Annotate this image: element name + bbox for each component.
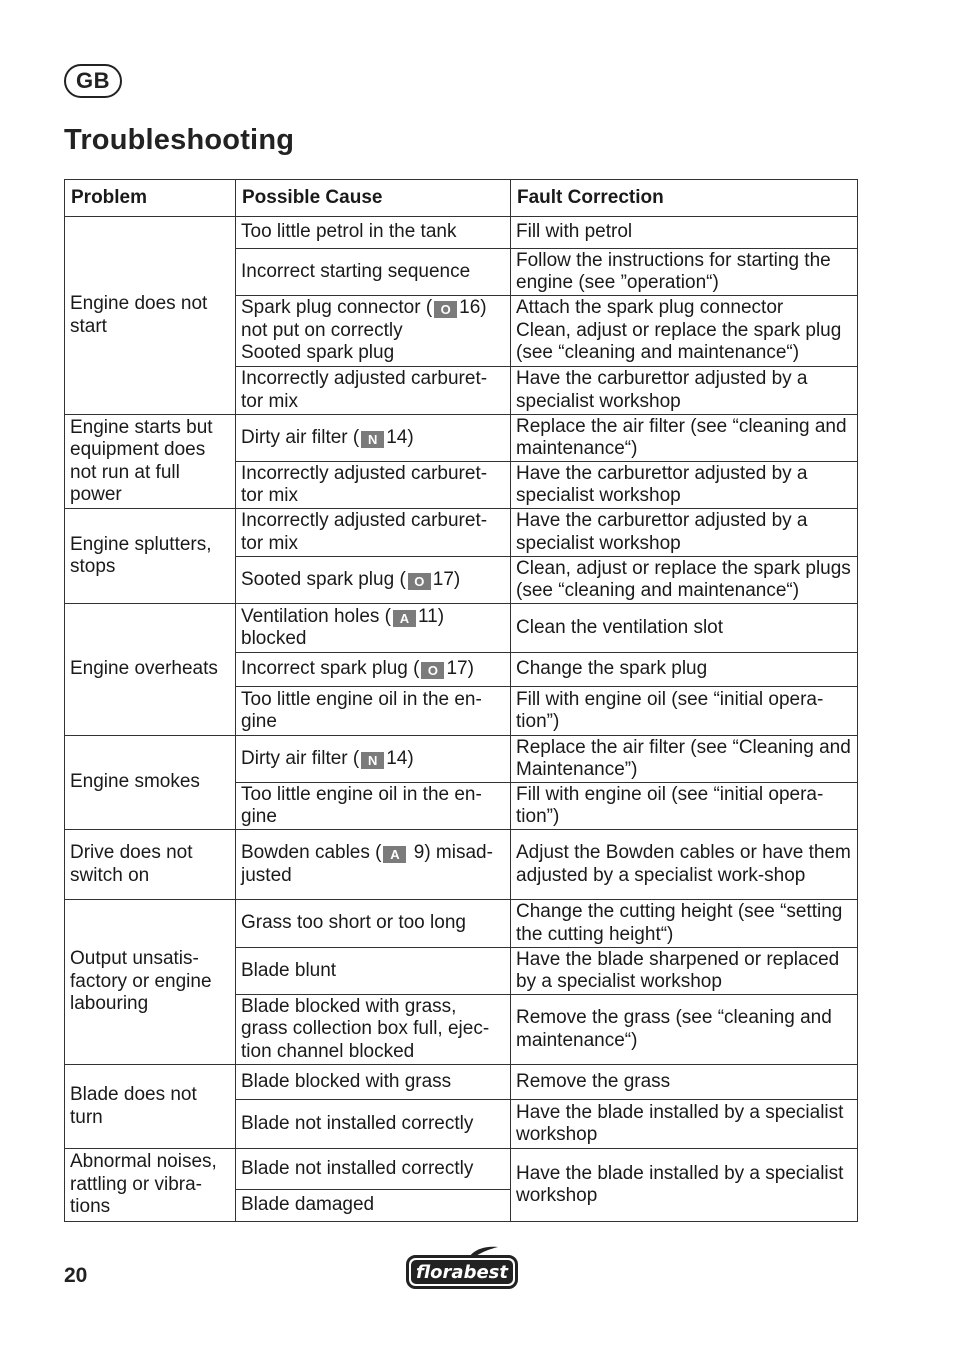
cause-cell: Incorrect starting sequence	[236, 249, 511, 296]
cause-text: Sooted spark plug (	[241, 568, 406, 590]
cause-text: 11) blocked	[241, 605, 445, 649]
logo-leaf-icon	[470, 1247, 498, 1256]
cause-cell	[236, 736, 511, 783]
logo-wordmark: florabest	[416, 1262, 508, 1283]
problem-cell: Output unsatis-factory or engine labouring	[65, 900, 236, 1065]
table-row	[65, 830, 858, 900]
correction-cell: Have the blade installed by a specialist workshop	[511, 1100, 858, 1149]
figure-ref-badge: A	[383, 846, 406, 863]
cause-text: 16) not put on correctly	[241, 297, 487, 341]
table-row	[65, 1065, 858, 1100]
correction-cell: Remove the grass (see “cleaning and maintenance“)	[511, 995, 858, 1065]
cause-cell: Too little engine oil in the en-gine	[236, 783, 511, 830]
florabest-logo	[406, 1246, 518, 1290]
cause-cell: Grass too short or too long	[236, 900, 511, 948]
problem-cell: Drive does not switch on	[65, 830, 236, 900]
cause-text: Dirty air filter (	[241, 426, 360, 448]
correction-cell: Follow the instructions for starting the engine (see ”operation“)	[511, 249, 858, 296]
problem-cell: Abnormal noises, rattling or vibra-tions	[65, 1149, 236, 1222]
cause-text: Bowden cables (	[241, 842, 382, 863]
correction-cell: Clean, adjust or replace the spark plugs (see “cleaning and maintenance“)	[511, 557, 858, 604]
column-header-correction: Fault Correction	[511, 180, 858, 217]
cause-cell: Blade blocked with grass	[236, 1065, 511, 1100]
problem-cell: Engine does not start	[65, 217, 236, 415]
cause-cell: Blade blunt	[236, 948, 511, 995]
cause-cell: Incorrectly adjusted carburet-tor mix	[236, 462, 511, 509]
correction-cell: Have the blade sharpened or replaced by a specialist workshop	[511, 948, 858, 995]
cause-cell	[236, 604, 511, 653]
correction-text: Clean, adjust or replace the spark plug (see “cleaning and maintenance“)	[516, 319, 842, 364]
correction-cell: Replace the air filter (see “cleaning and maintenance“)	[511, 415, 858, 462]
problem-cell: Blade does not turn	[65, 1065, 236, 1149]
correction-cell: Fill with petrol	[511, 217, 858, 249]
table-row	[65, 217, 858, 249]
figure-ref-badge: O	[408, 573, 431, 590]
correction-cell	[511, 296, 858, 367]
cause-cell	[236, 296, 511, 367]
cause-text: Spark plug connector (	[241, 297, 433, 319]
correction-cell: Fill with engine oil (see “initial opera-tion”)	[511, 687, 858, 736]
cause-text: 14)	[386, 426, 414, 448]
cause-cell	[236, 557, 511, 604]
cause-text: 9) misad-justed	[241, 842, 493, 886]
cause-cell: Blade not installed correctly	[236, 1149, 511, 1190]
correction-cell: Have the carburettor adjusted by a specialist workshop	[511, 509, 858, 557]
table-row	[65, 900, 858, 948]
correction-cell: Replace the air filter (see “Cleaning and Maintenance”)	[511, 736, 858, 783]
correction-cell: Remove the grass	[511, 1065, 858, 1100]
cause-cell: Blade not installed correctly	[236, 1100, 511, 1149]
cause-cell: Incorrectly adjusted carburet-tor mix	[236, 509, 511, 557]
correction-cell: Fill with engine oil (see “initial opera-tion”)	[511, 783, 858, 830]
cause-cell: Blade blocked with grass, grass collection box full, ejec-tion channel blocked	[236, 995, 511, 1065]
cause-text: 17)	[446, 658, 474, 680]
figure-ref-badge: N	[361, 431, 384, 448]
cause-text: Sooted spark plug	[241, 342, 395, 364]
correction-cell: Have the blade installed by a specialist workshop	[511, 1149, 858, 1222]
problem-cell: Engine starts but equipment does not run at full power	[65, 415, 236, 509]
column-header-cause: Possible Cause	[236, 180, 511, 217]
figure-ref-badge: O	[421, 662, 444, 679]
cause-cell	[236, 653, 511, 687]
column-header-problem: Problem	[65, 180, 236, 217]
correction-cell: Have the carburettor adjusted by a specialist workshop	[511, 462, 858, 509]
cause-text: Incorrect spark plug (	[241, 658, 420, 680]
cause-cell: Too little engine oil in the en-gine	[236, 687, 511, 736]
correction-cell: Change the cutting height (see “setting the cutting height“)	[511, 900, 858, 948]
correction-cell: Adjust the Bowden cables or have them adjusted by a specialist work-shop	[511, 830, 858, 900]
cause-cell: Too little petrol in the tank	[236, 217, 511, 249]
cause-text: 14)	[386, 747, 414, 769]
problem-cell: Engine splutters, stops	[65, 509, 236, 604]
page-number: 20	[64, 1264, 88, 1287]
cause-text: Dirty air filter (	[241, 747, 360, 769]
problem-cell: Engine smokes	[65, 736, 236, 830]
cause-cell: Blade damaged	[236, 1190, 511, 1222]
table-row	[65, 1149, 858, 1190]
cause-cell	[236, 830, 511, 900]
cause-text: 17)	[432, 568, 461, 590]
cause-text: Ventilation holes (	[241, 605, 391, 627]
table-row	[65, 415, 858, 462]
table-header-row	[65, 180, 858, 217]
figure-ref-badge: A	[393, 610, 416, 627]
table-row	[65, 736, 858, 783]
troubleshooting-table	[64, 179, 858, 1222]
figure-ref-badge: N	[361, 752, 384, 769]
problem-cell: Engine overheats	[65, 604, 236, 736]
cause-cell	[236, 415, 511, 462]
correction-text: Attach the spark plug connector	[516, 297, 784, 319]
figure-ref-badge: O	[434, 301, 457, 318]
correction-cell: Have the carburettor adjusted by a specialist workshop	[511, 367, 858, 415]
correction-cell: Change the spark plug	[511, 653, 858, 687]
country-badge: GB	[64, 64, 122, 98]
page-title: Troubleshooting	[64, 124, 295, 156]
table-row	[65, 604, 858, 653]
correction-cell: Clean the ventilation slot	[511, 604, 858, 653]
cause-cell: Incorrectly adjusted carburet-tor mix	[236, 367, 511, 415]
table-row	[65, 509, 858, 557]
